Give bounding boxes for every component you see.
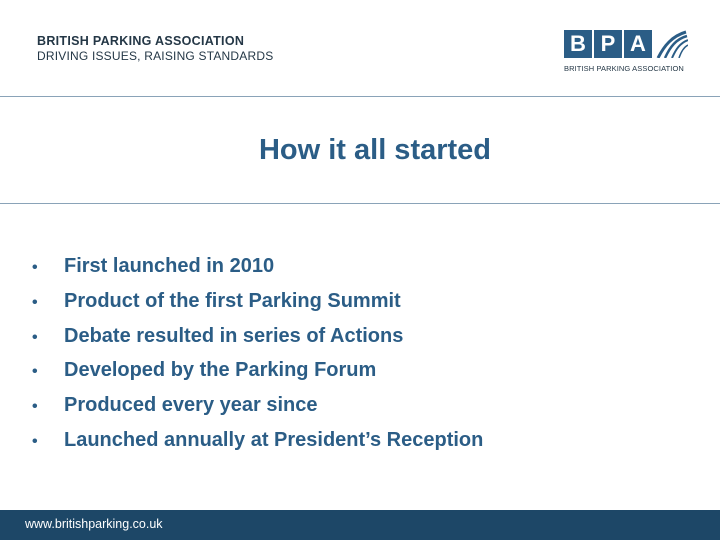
- bullet-text: Developed by the Parking Forum: [64, 359, 377, 382]
- bullet-text: Product of the first Parking Summit: [64, 289, 401, 312]
- bullet-item: [32, 394, 483, 429]
- bpa-logo: [564, 30, 692, 76]
- bullet-marker: •: [32, 363, 38, 381]
- org-header: [37, 34, 273, 64]
- bullet-item: [32, 325, 483, 360]
- bullet-text: Produced every year since: [64, 394, 318, 417]
- logo-letter-a: A: [624, 30, 652, 58]
- footer-bar: [0, 510, 720, 540]
- bullet-marker: •: [32, 432, 38, 450]
- bullet-item: [32, 429, 483, 464]
- slide-title: How it all started: [258, 134, 492, 166]
- bullet-item: [32, 255, 483, 290]
- footer-url: www.britishparking.co.uk: [25, 517, 163, 531]
- bullet-marker: •: [32, 328, 38, 346]
- bullet-marker: •: [32, 398, 38, 416]
- org-name: BRITISH PARKING ASSOCIATION: [37, 34, 245, 48]
- logo-letter-p: P: [594, 30, 622, 58]
- org-tagline: DRIVING ISSUES, RAISING STANDARDS: [37, 49, 274, 63]
- header-divider: [0, 96, 720, 97]
- bullet-text: Launched annually at President’s Reception: [64, 428, 484, 451]
- logo-letters: [564, 30, 692, 58]
- bullet-text: First launched in 2010: [64, 255, 275, 277]
- bullet-item: [32, 290, 483, 325]
- road-lines-icon: [654, 30, 688, 58]
- title-divider: [0, 203, 720, 204]
- bullet-list: [32, 255, 483, 464]
- logo-letter-b: B: [564, 30, 592, 58]
- bullet-marker: •: [32, 293, 38, 311]
- bullet-text: Debate resulted in series of Actions: [64, 324, 404, 347]
- bullet-item: [32, 359, 483, 394]
- logo-caption: BRITISH PARKING ASSOCIATION: [564, 64, 684, 73]
- bullet-marker: •: [32, 259, 38, 276]
